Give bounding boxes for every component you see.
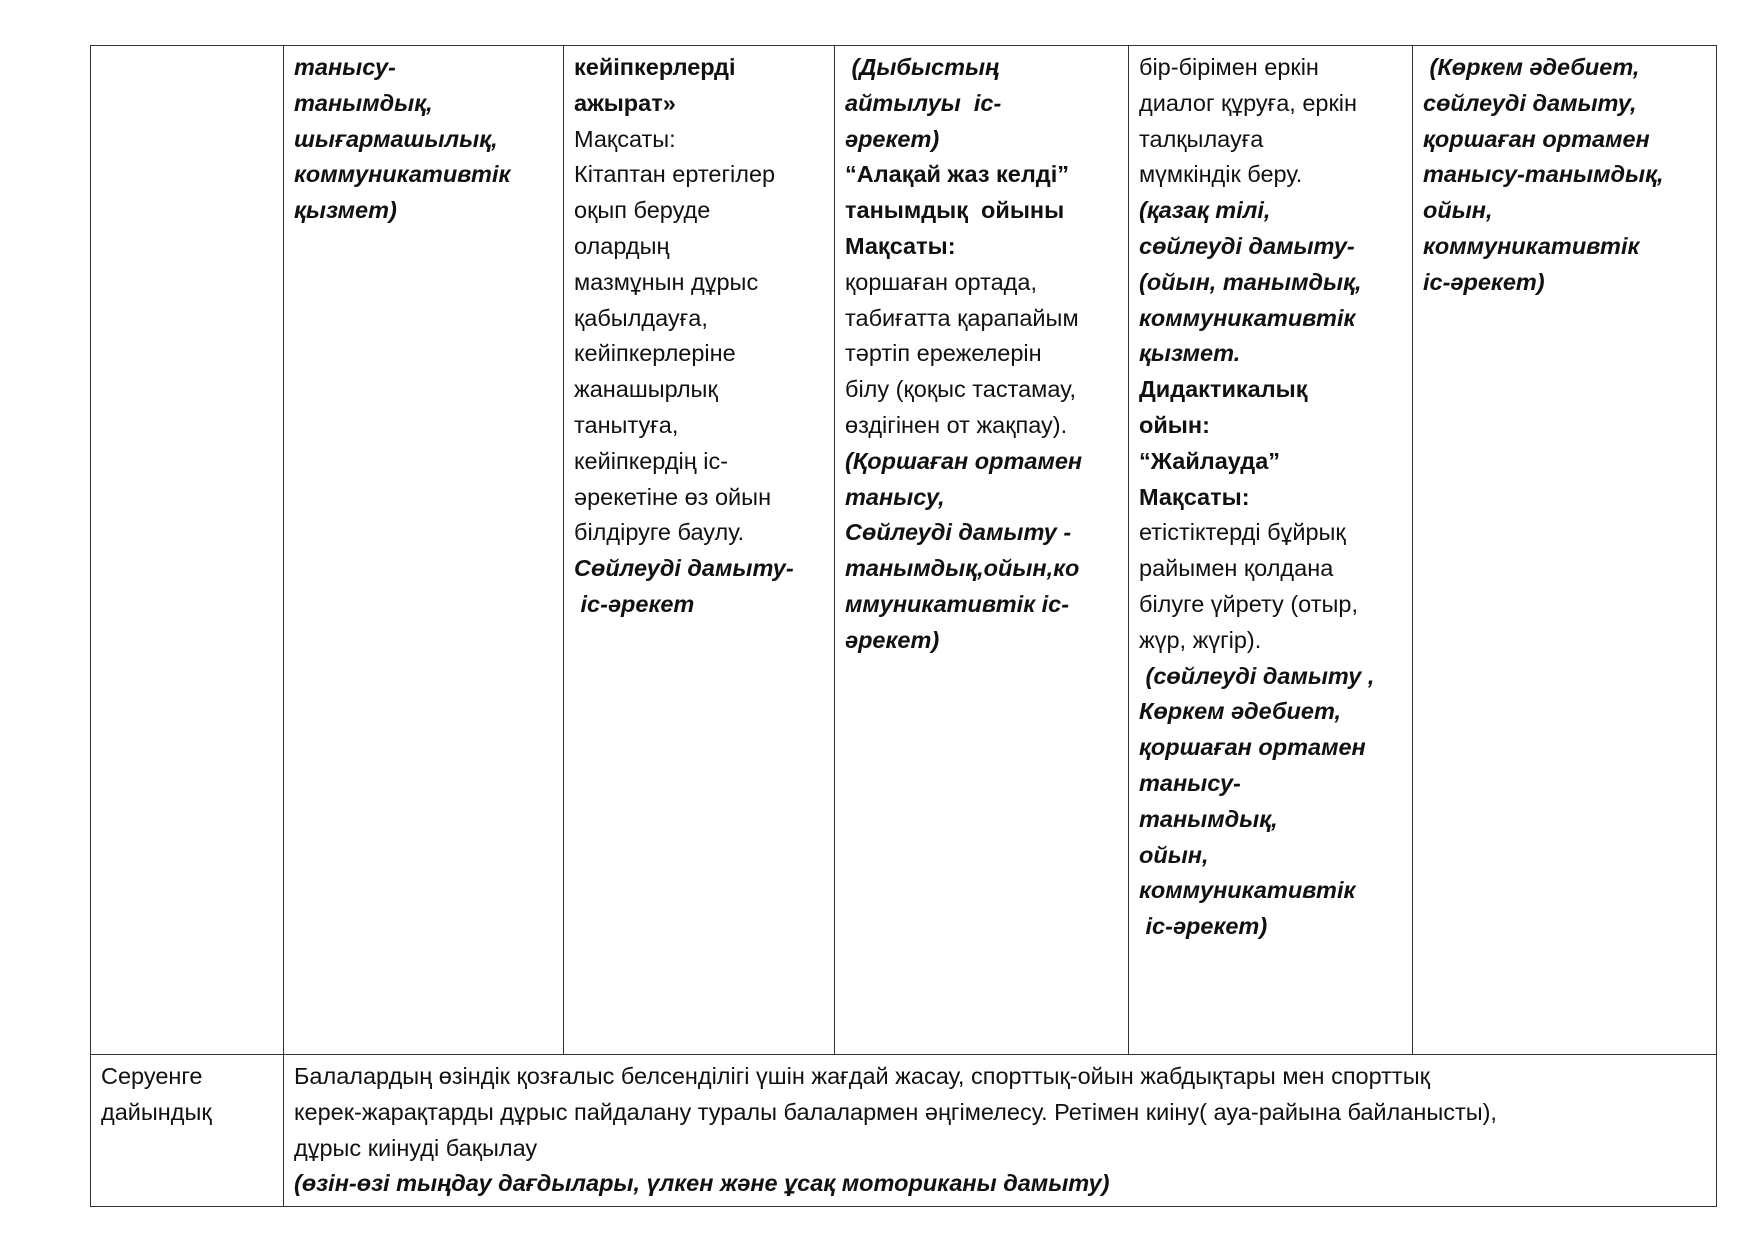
activity-cell-3 (835, 46, 1129, 1055)
text-line: білуге үйрету (отыр, (1139, 590, 1358, 617)
text-line: танысу, (845, 483, 945, 510)
text-line: кейіпкердің іс- (574, 447, 729, 474)
text-line: (Көркем әдебиет, (1423, 54, 1640, 80)
text-line: Мақсаты: (574, 125, 676, 152)
text-line: ажырат» (574, 89, 676, 116)
text-line: танысу-танымдық, (1423, 161, 1664, 188)
text-line: коммуникативтік (1139, 304, 1356, 331)
text-line: танымдық, (1139, 805, 1278, 832)
text-line: іс-әрекет (574, 590, 695, 617)
text-line: әрекетіне өз ойын (574, 483, 772, 510)
text-line: жүр, жүгір). (1139, 626, 1262, 653)
text-line: ммуникативтік іс- (845, 590, 1070, 617)
text-line: әрекет) (845, 626, 940, 653)
activity-cell-1 (284, 46, 564, 1055)
text-line: танысу- (294, 54, 396, 80)
text-line: танымдық ойыны (845, 197, 1065, 224)
text-line: білу (қоқыс тастамау, (845, 376, 1077, 403)
row-label-cell (91, 46, 284, 1055)
text-line: танысу- (1139, 769, 1241, 796)
text-line: білдіруге баулу. (574, 519, 745, 546)
text-line: дайындық (101, 1098, 212, 1125)
text-line: кейіпкерлерді (574, 54, 736, 80)
text-line: коммуникативтік (294, 161, 511, 188)
text-line: “Жайлауда” (1139, 447, 1281, 474)
text-line: шығармашылық, (294, 125, 498, 152)
text-line: коммуникативтік (1423, 232, 1640, 259)
text-line: (Дыбыстың (845, 54, 1000, 80)
text-line: танытуға, (574, 411, 679, 438)
text-line: керек-жарақтарды дұрыс пайдалану туралы балалармен әңгімелесу. Ретімен киіну( ауа-райына байланысты), (294, 1098, 1497, 1125)
activity-cell-2 (564, 46, 835, 1055)
text-line: әрекет) (845, 125, 940, 152)
text-line: Мақсаты: (1139, 483, 1250, 510)
text-line: іс-әрекет) (1139, 913, 1268, 940)
text-line: табиғатта қарапайым (845, 304, 1079, 331)
text-line: қызмет. (1139, 340, 1241, 367)
text-line: қоршаған ортада, (845, 268, 1037, 295)
text-line: оқып беруде (574, 197, 711, 224)
activity-cell-5 (1413, 46, 1717, 1055)
text-line: (ойын, танымдық, (1139, 268, 1362, 295)
text-line: қабылдауға, (574, 304, 708, 331)
text-line: сөйлеуді дамыту- (1139, 232, 1355, 259)
text-line: Көркем әдебиет, (1139, 698, 1342, 725)
walk-preparation-label (91, 1055, 284, 1207)
text-line: диалог құруға, еркін (1139, 89, 1357, 116)
activities-row (91, 46, 1717, 1055)
text-line: бір-бірімен еркін (1139, 54, 1319, 80)
walk-preparation-content (284, 1055, 1717, 1207)
text-line: өздігінен от жақпау). (845, 411, 1068, 438)
text-line: қоршаған ортамен (1423, 125, 1650, 152)
text-line: (қазақ тілі, (1139, 197, 1271, 224)
text-line: райымен қолдана (1139, 555, 1334, 582)
text-line: ойын, (1423, 197, 1493, 224)
text-line: қоршаған ортамен (1139, 734, 1366, 761)
text-line: танымдық, (294, 89, 433, 116)
text-line: (сөйлеуді дамыту , (1139, 662, 1375, 689)
text-line: етістіктерді бұйрық (1139, 519, 1346, 546)
text-line: танымдық,ойын,ко (845, 555, 1080, 582)
text-line: ойын, (1139, 841, 1209, 868)
text-line: Сөйлеуді дамыту- (574, 555, 794, 582)
text-line: Балалардың өзіндік қозғалыс белсенділігі үшін жағдай жасау, спорттық-ойын жабдықтары мен спорттық (294, 1063, 1430, 1089)
text-line: іс-әрекет) (1423, 268, 1545, 295)
text-line: ойын: (1139, 411, 1210, 438)
text-line: (Қоршаған ортамен (845, 447, 1083, 474)
text-line: Дидактикалық (1139, 376, 1308, 403)
text-line: дұрыс киінуді бақылау (294, 1134, 538, 1161)
text-line: талқылауға (1139, 125, 1264, 152)
text-line: жанашырлық (574, 376, 718, 403)
text-line: Серуенге (101, 1063, 203, 1089)
activity-cell-4 (1129, 46, 1413, 1055)
text-line: коммуникативтік (1139, 877, 1356, 904)
text-line: қызмет) (294, 197, 397, 224)
walk-preparation-row (91, 1055, 1717, 1207)
text-line: олардың (574, 232, 670, 259)
text-line: (өзін-өзі тыңдау дағдылары, үлкен және ұсақ моториканы дамыту) (294, 1170, 1110, 1197)
text-line: “Алақай жаз келді” (845, 161, 1069, 188)
text-line: Мақсаты: (845, 232, 956, 259)
text-line: мүмкіндік беру. (1139, 161, 1303, 188)
text-line: мазмұнын дұрыс (574, 268, 759, 295)
text-line: тәртіп ережелерін (845, 340, 1042, 367)
text-line: кейіпкерлеріне (574, 340, 736, 367)
text-line: сөйлеуді дамыту, (1423, 89, 1637, 116)
text-line: Кітаптан ертегілер (574, 161, 776, 188)
schedule-table (90, 45, 1717, 1207)
text-line: Сөйлеуді дамыту - (845, 519, 1072, 546)
text-line: айтылуы іс- (845, 89, 1002, 116)
